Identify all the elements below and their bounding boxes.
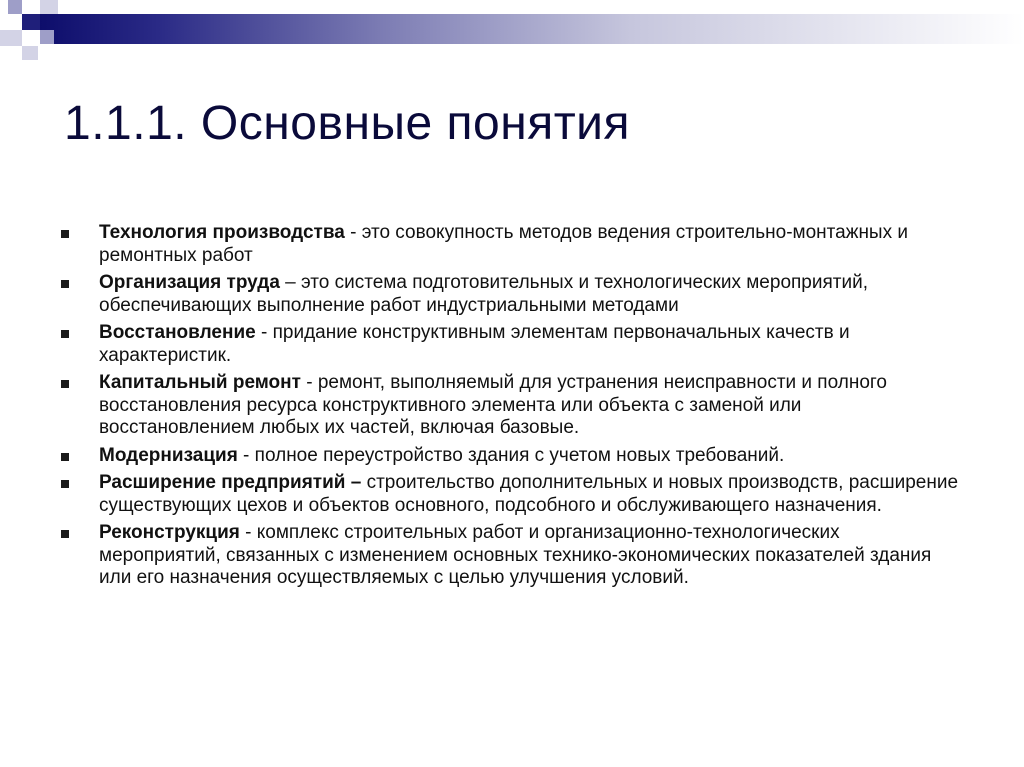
- definition-text: - придание конструктивным элементам первоначальных качеств и характеристик.: [99, 322, 850, 366]
- decoration-square: [40, 30, 54, 44]
- list-item-reconstruction: [60, 522, 960, 590]
- term-label: Реконструкция: [99, 522, 240, 543]
- decoration-square: [40, 0, 58, 14]
- definition-text: - это совокупность методов ведения строительно-монтажных и ремонтных работ: [99, 222, 908, 266]
- square-bullet-icon: [61, 480, 69, 488]
- term-label: Восстановление: [99, 322, 256, 343]
- decoration-square: [8, 0, 22, 14]
- square-bullet-icon: [61, 330, 69, 338]
- term-label: Организация труда: [99, 272, 280, 293]
- square-bullet-icon: [61, 230, 69, 238]
- square-bullet-icon: [61, 280, 69, 288]
- definition-text: - комплекс строительных работ и организационно-технологических мероприятий, связанных с изменением основных технико-экономических показателей здания или его назначения осуществляемых с целью улучшения условий.: [99, 522, 932, 588]
- list-item-labor-organization: [60, 272, 960, 317]
- list-item-enterprise-expansion: [60, 472, 960, 517]
- term-label: Технология производства: [99, 222, 345, 243]
- header-decoration-band: [40, 14, 1024, 44]
- definition-text: строительство дополнительных и новых производств, расширение существующих цехов и объектов основного, подсобного и обслуживающего назначения.: [99, 472, 959, 516]
- definitions-list: [60, 222, 960, 595]
- square-bullet-icon: [61, 380, 69, 388]
- definition-text: - ремонт, выполняемый для устранения неисправности и полного восстановления ресурса конструктивного элемента или объекта с заменой или восстановлением любых их частей, включая базовые.: [99, 372, 887, 438]
- term-label: Расширение предприятий –: [99, 472, 362, 493]
- square-bullet-icon: [61, 453, 69, 461]
- decoration-square: [22, 14, 40, 30]
- decoration-square: [0, 30, 22, 46]
- definition-text: – это система подготовительных и технологических мероприятий, обеспечивающих выполнение работ индустриальными методами: [99, 272, 868, 316]
- term-label: Модернизация: [99, 444, 238, 466]
- list-item-capital-repair: [60, 372, 960, 440]
- decoration-square: [22, 46, 38, 60]
- list-item-restoration: [60, 322, 960, 367]
- term-label: Капитальный ремонт: [99, 372, 301, 393]
- list-item-technology: [60, 222, 960, 267]
- square-bullet-icon: [61, 530, 69, 538]
- slide-title: 1.1.1. Основные понятия: [64, 97, 630, 150]
- list-item-modernization: [60, 445, 960, 468]
- definition-text: - полное переустройство здания с учетом новых требований.: [237, 444, 785, 466]
